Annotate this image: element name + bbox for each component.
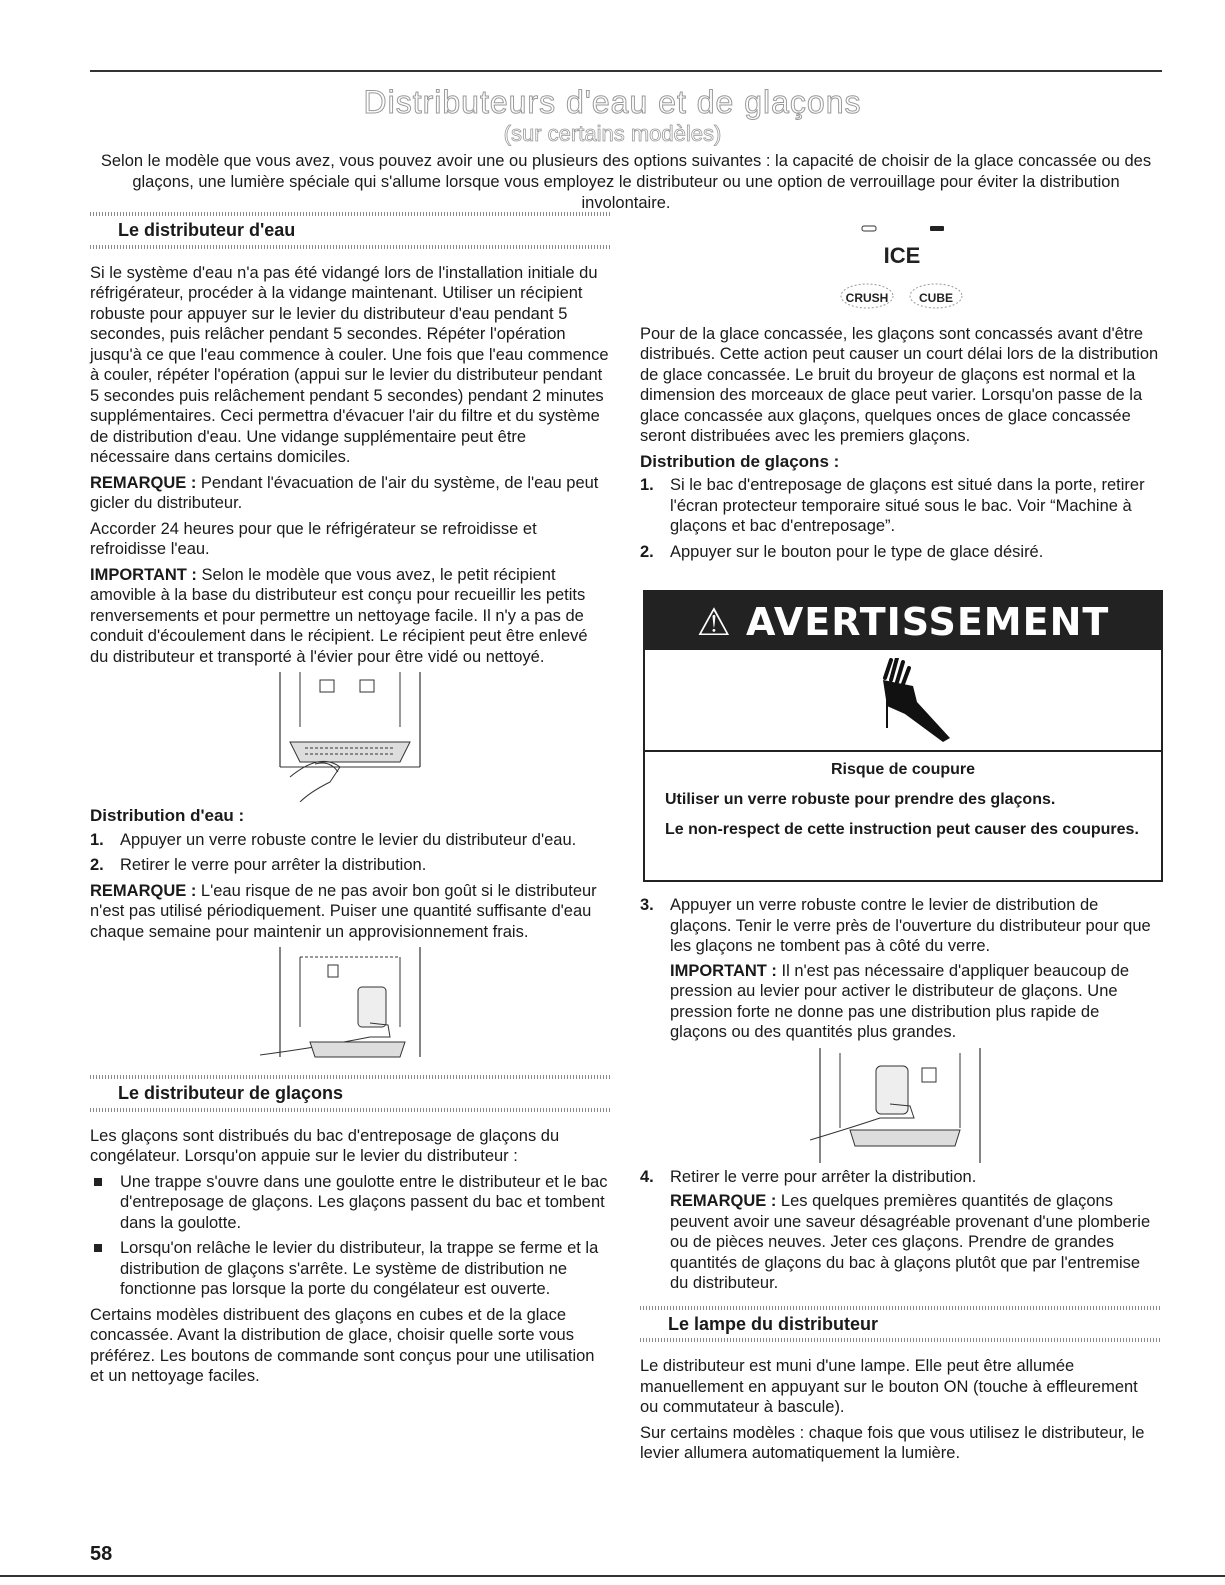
page-title: Distributeurs d'eau et de glaçons (363, 84, 862, 120)
water-steps (90, 830, 610, 876)
left-column (90, 212, 610, 1392)
ice-steps-continued (640, 895, 1160, 1043)
ice-dispensing-heading: Distribution de glaçons : (640, 451, 840, 471)
page-subtitle: (sur certains modèles) (503, 121, 722, 146)
crush-button: CRUSH (845, 291, 889, 305)
water-note-2: REMARQUE : L'eau risque de ne pas avoir bon goût si le distributeur n'est pas utilisé périodiquement. Puiser une quantité suffisante d'eau chaque semaine pour maintenir un approvisionnement frais. (90, 881, 597, 941)
warning-title: ⚠ AVERTISSEMENT (696, 600, 1110, 644)
warning-line-3: Le non-respect de cette instruction peut causer des coupures. (665, 821, 1139, 838)
lamp-paragraph: Le distributeur est muni d'une lampe. Elle peut être allumée manuellement en appuyant sur le bouton ON (touche à effleurement ou commutateur à bascule). (640, 1357, 1138, 1416)
section-rule (90, 1108, 610, 1112)
list-item: 1. Appuyer un verre robuste contre le levier du distributeur d'eau. (90, 830, 577, 849)
glass-at-water-dispenser-illustration (260, 947, 440, 1067)
ice-paragraph-2: Certains modèles distribuent des glaçons en cubes et de la glace concassée. Avant la distribution de glace, choisir quelle sorte vous préférez. Les boutons de commande sont conçus pour une utilisation et un nettoyage faciles. (90, 1305, 595, 1385)
crushed-ice-paragraph: Pour de la glace concassée, les glaçons sont concassés avant d'être distribués. Cette action peut causer un court délai lors de la distribution de glace concassée. Le bruit du broyeur de glaçons est normal et la dimension des morceaux de glace peut varier. Lorsqu'on passe de la glace concassée aux glaçons, quelques onces de glace concassée seront distribuées avec les premiers glaçons. (640, 324, 1159, 445)
section-rule (640, 1306, 1160, 1310)
warning-triangle-icon: ⚠ (696, 600, 732, 644)
lamp-paragraph-2: Sur certains modèles : chaque fois que vous utilisez le distributeur, le levier allumera automatiquement la lumière. (640, 1423, 1145, 1462)
bottom-rule (0, 1575, 1225, 1577)
right-column-lower (640, 895, 1160, 1469)
cut-hazard-icon-area (645, 650, 1161, 752)
water-note: REMARQUE : Pendant l'évacuation de l'air du système, de l'eau peut gicler du distributeur. (90, 473, 599, 512)
warning-band (645, 592, 1161, 650)
warning-text (645, 752, 1161, 858)
intro-text: Selon le modèle que vous avez, vous pouvez avoir une ou plusieurs des options suivantes : la capacité de choisir de la glace concassée ou des glaçons, une lumière spéciale qui s'allume lorsque vous employez le distributeur ou une option de verrouillage pour éviter la distribution involontaire. (100, 152, 1152, 212)
water-dispenser-heading: Le distributeur d'eau (118, 220, 296, 240)
ice-dispenser-heading: Le distributeur de glaçons (118, 1083, 344, 1103)
glass-at-ice-dispenser-illustration (810, 1048, 990, 1163)
list-item: Lorsqu'on relâche le levier du distributeur, la trappe se ferme et la distribution de glaçons s'arrête. Le système de distribution ne fonctionne pas lorsque la porte du congélateur est ouverte. (90, 1238, 610, 1300)
right-column (640, 218, 1160, 567)
ice-panel-label: ICE (883, 243, 921, 268)
list-item: Une trappe s'ouvre dans une goulotte entre le distributeur et le bac d'entreposage de glaçons. Les glaçons passent du bac et tombent dans la goulotte. (90, 1172, 610, 1234)
warning-box (643, 590, 1163, 882)
list-item: 4. Retirer le verre pour arrêter la distribution. REMARQUE : Les quelques premières quantités de glaçons peuvent avoir une saveur désagréable provenant d'une plomberie ou de pièces neuves. Jeter ces glaçons. Prendre de grandes quantités de glaçons du bac à glaçons plutôt que par l'entremise du distributeur. (640, 1167, 1160, 1294)
ice-important: IMPORTANT : Il n'est pas nécessaire d'appliquer beaucoup de pression au levier pour activer le distributeur de glaçons. Une pression forte ne donne pas une distribution plus rapide de glaçons ou des quantités plus grandes. (670, 961, 1130, 1041)
section-rule (90, 245, 610, 249)
warning-line-1: Risque de coupure (830, 761, 976, 778)
list-item: 1. Si le bac d'entreposage de glaçons est situé dans la porte, retirer l'écran protecteur temporaire situé sous le bac. Voir “Machine à glaçons et bac d'entreposage”. (640, 476, 1145, 535)
drip-tray-illustration (260, 672, 440, 802)
ice-control-panel-illustration (640, 218, 1160, 318)
top-rule (90, 70, 1162, 72)
water-paragraph: Si le système d'eau n'a pas été vidangé lors de l'installation initiale du réfrigérateur, procéder à la vidange maintenant. Utiliser un récipient robuste pour appuyer sur le levier du distributeur d'eau pendant 5 secondes, puis relâcher pendant 5 secondes. Répéter l'opération jusqu'à ce que l'eau commence à couler. Une fois que l'eau commence à couler, répéter l'opération (appui sur le levier du distributeur pendant 5 secondes puis relâchement pendant 5 secondes) pendant 2 minutes supplémentaires. Ceci permettra d'évacuer l'air du filtre et du système de distribution d'eau. Une vidange supplémentaire peut être nécessaire dans certains domiciles. (90, 263, 609, 466)
warning-line-2: Utiliser un verre robuste pour prendre des glaçons. (665, 791, 1056, 808)
section-rule (640, 1338, 1160, 1342)
list-item: 2. Retirer le verre pour arrêter la distribution. (90, 856, 427, 874)
list-item: 3. Appuyer un verre robuste contre le levier de distribution de glaçons. Tenir le verre près de l'ouverture du distributeur pour que les glaçons ne tombent pas à côté du verre. IMPORTANT : Il n'est pas nécessaire d'appliquer beaucoup de pression au levier pour activer le distributeur de glaçons. Une pression forte ne donne pas une distribution plus rapide de glaçons ou des quantités plus grandes. (640, 895, 1160, 1043)
water-dispensing-heading: Distribution d'eau : (90, 806, 245, 825)
ice-steps-final (640, 1167, 1160, 1294)
ice-steps (640, 475, 1160, 562)
section-rule (90, 212, 610, 216)
section-rule (90, 1075, 610, 1079)
cut-hand-icon (865, 658, 955, 743)
lamp-heading: Le lampe du distributeur (668, 1313, 879, 1334)
ice-paragraph: Les glaçons sont distribués du bac d'entreposage de glaçons du congélateur. Lorsqu'on appuie sur le levier du distributeur : (90, 1126, 560, 1165)
ice-bullets (90, 1172, 610, 1300)
list-item: 2. Appuyer sur le bouton pour le type de glace désiré. (640, 542, 1044, 561)
page-number: 58 (90, 1543, 113, 1565)
water-important: IMPORTANT : Selon le modèle que vous avez, le petit récipient amovible à la base du distributeur est conçu pour recueillir les petits renversements et pour permettre un nettoyage facile. Il n'y a pas de conduit d'écoulement dans le récipient. Le récipient peut être enlevé du distributeur et transporté à l'évier pour être vidé ou nettoyé. (90, 565, 588, 666)
ice-note: REMARQUE : Les quelques premières quantités de glaçons peuvent avoir une saveur désagréable provenant d'une plomberie ou de pièces neuves. Jeter ces glaçons. Prendre de grandes quantités de glaçons du bac à glaçons plutôt que par l'entremise du distributeur. (670, 1192, 1151, 1292)
water-paragraph-2: Accorder 24 heures pour que le réfrigérateur se refroidisse et refroidisse l'eau. (90, 519, 537, 558)
cube-button: CUBE (918, 291, 954, 305)
